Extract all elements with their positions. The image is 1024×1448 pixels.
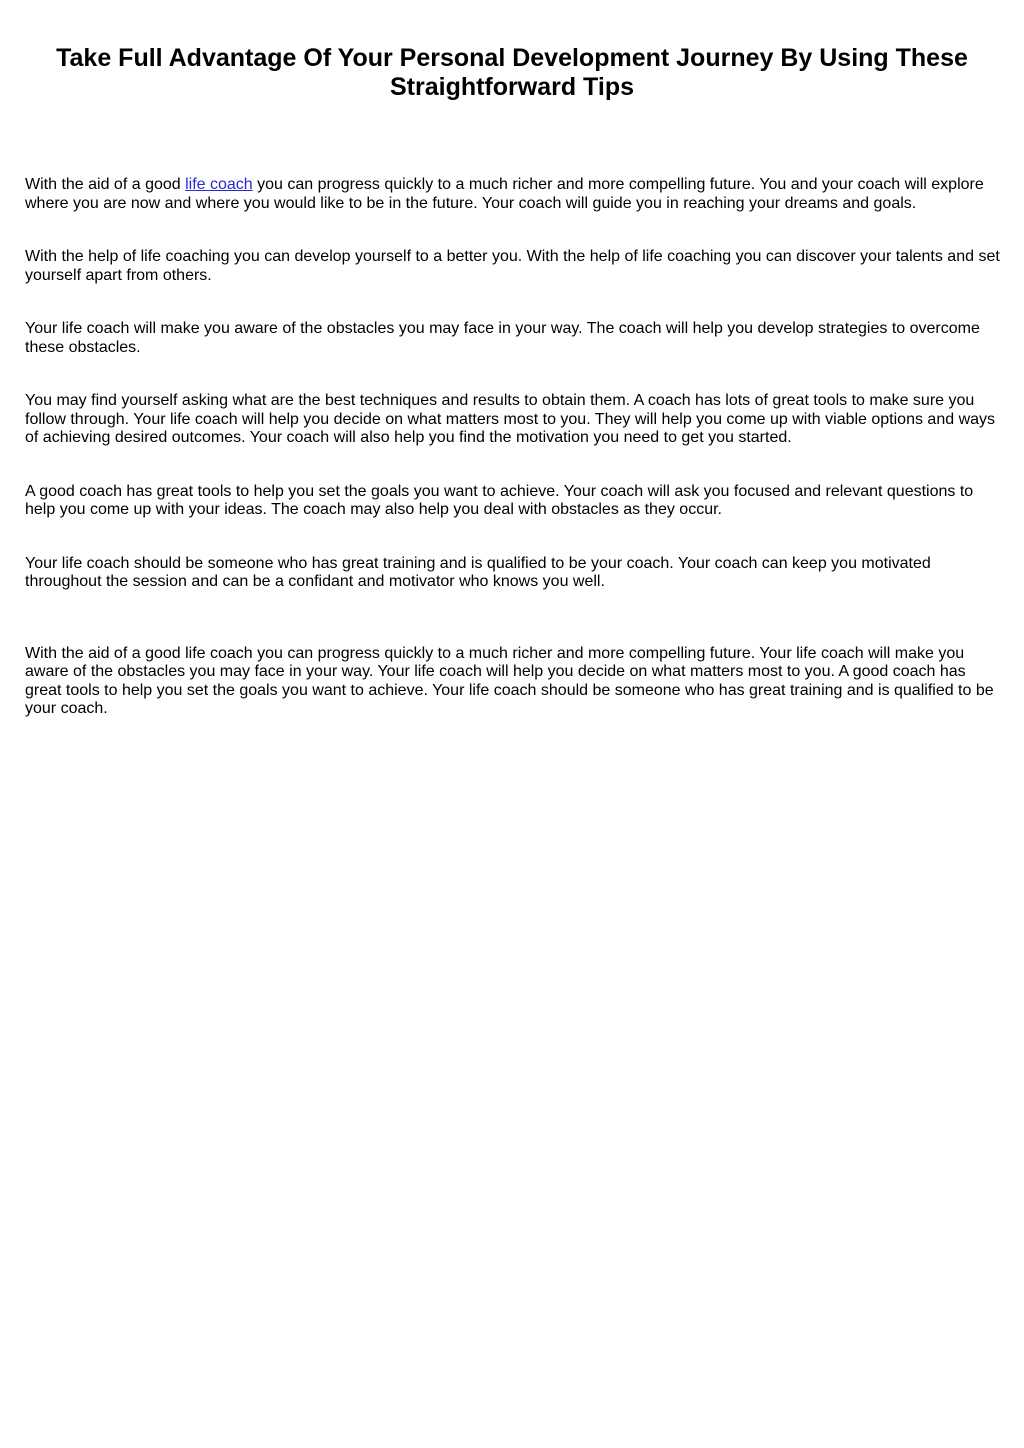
paragraph-7: With the aid of a good life coach you can progress quickly to a much richer and more compelling future. Your life coach will make you aware of the obstacles you may face in your way. Your life coach will help you decide on what matters most to you. A good coach has great tools to help you set the goals you want to achieve. Your life coach should be someone who has great training and is qualified to be your coach. xyxy=(25,644,994,717)
paragraph-1-text-end: you can progress quickly to a much richer and more compelling future. You and your coach will explore where you are now and where you would like to be in the future. Your coach will guide you in reaching your dreams and goals. xyxy=(25,176,984,212)
paragraph-1-text-start: With the aid of a good xyxy=(25,176,186,193)
paragraph-6: Your life coach should be someone who has great training and is qualified to be your coach. Your coach can keep you motivated throughout the session and can be a confidant and motivator who knows you well. xyxy=(25,554,931,590)
paragraph-3: Your life coach will make you aware of the obstacles you may face in your way. The coach will help you develop strategies to overcome these obstacles. xyxy=(25,320,980,356)
page-title: Take Full Advantage Of Your Personal Development Journey By Using These Straightforward Tips xyxy=(56,44,968,101)
paragraph-4: You may find yourself asking what are the best techniques and results to obtain them. A coach has lots of great tools to make sure you follow through. Your life coach will help you decide on what matters most to you. They will help you come up with viable options and ways of achieving desired outcomes. Your coach will also help you find the motivation you need to get you started. xyxy=(25,392,996,446)
paragraph-2: With the help of life coaching you can develop yourself to a better you. With the help of life coaching you can discover your talents and set yourself apart from others. xyxy=(25,248,1000,284)
paragraph-1 xyxy=(25,176,1000,213)
document-body xyxy=(25,176,1000,719)
life-coach-link[interactable]: life coach xyxy=(185,176,253,193)
paragraph-5: A good coach has great tools to help you set the goals you want to achieve. Your coach will ask you focused and relevant questions to help you come up with your ideas. The coach may also help you deal with obstacles as they occur. xyxy=(25,482,974,518)
